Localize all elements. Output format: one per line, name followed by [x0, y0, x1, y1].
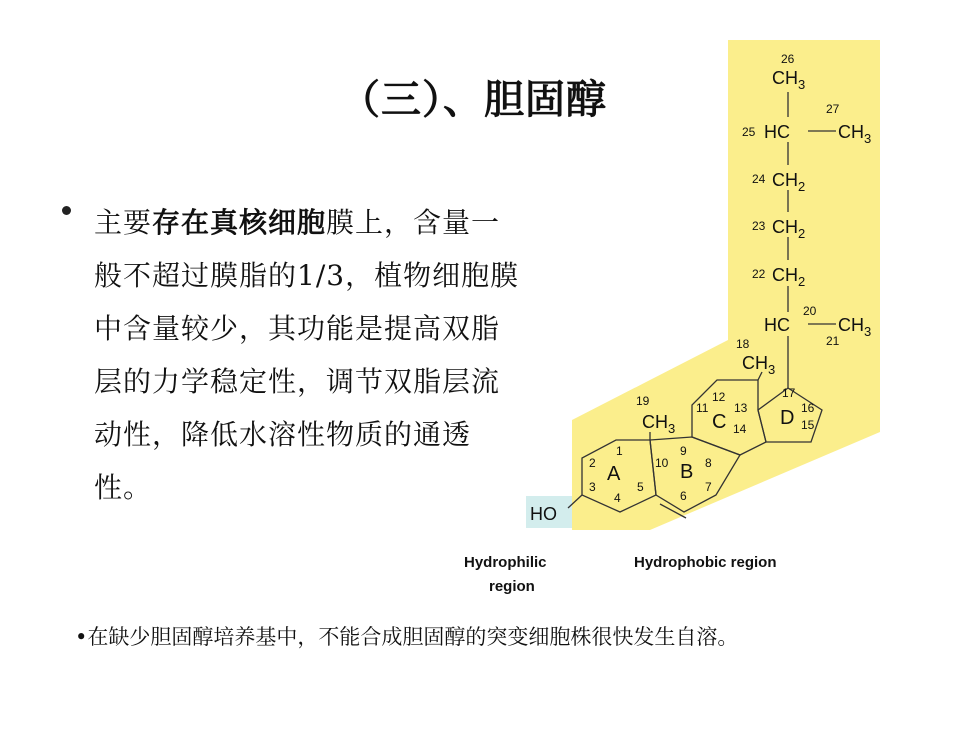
ring-number-6: 6	[680, 489, 687, 503]
ring-number-16: 16	[801, 401, 815, 415]
atom-number-27: 27	[826, 102, 840, 116]
group-c18: $CH_3$	[742, 353, 776, 377]
group-c25: HC	[764, 122, 790, 142]
footnote: •在缺少胆固醇培养基中，不能合成胆固醇的突变细胞株很快发生自溶。	[75, 625, 739, 649]
bullet-text-part2: 膜上，含量一般不超过膜脂的1/3，植物细胞膜中含量较少，其功能是提高双脂层的力学稳定性，调节双脂层流动性，降低水溶性物质的通透性。	[94, 206, 520, 504]
group-c23: $CH_2$	[772, 217, 806, 241]
ring-number-2: 2	[589, 456, 596, 470]
ring-label-a: A	[607, 463, 621, 485]
hydrophilic-label-line2: region	[489, 578, 535, 595]
atom-number-25: 25	[742, 125, 756, 139]
bullet-text-bold: 存在真核细胞	[152, 206, 327, 239]
ring-number-15: 15	[801, 418, 815, 432]
group-c26: $CH_3$	[772, 68, 806, 92]
atom-number-19: 19	[636, 394, 650, 408]
ring-number-5: 5	[637, 480, 644, 494]
ring-number-10: 10	[655, 456, 669, 470]
ring-number-9: 9	[680, 444, 687, 458]
atom-number-22: 22	[752, 267, 766, 281]
group-c22: $CH_2$	[772, 265, 806, 289]
group-c21: $CH_3$	[838, 315, 872, 339]
atom-number-24: 24	[752, 172, 766, 186]
ring-number-3: 3	[589, 480, 596, 494]
ring-number-7: 7	[705, 480, 712, 494]
hydrophobic-label: Hydrophobic region	[634, 554, 777, 571]
atom-number-23: 23	[752, 219, 766, 233]
group-c27: $CH_3$	[838, 122, 872, 146]
group-c19: $CH_3$	[642, 412, 676, 436]
hydroxyl-group: HO	[530, 504, 557, 524]
ring-number-12: 12	[712, 390, 726, 404]
bullet-text-part1: 主要	[94, 206, 153, 239]
hydrophilic-label-line1: Hydrophilic	[464, 554, 547, 571]
ring-label-b: B	[680, 461, 694, 483]
ring-number-11: 11	[696, 401, 709, 415]
ring-number-1: 1	[616, 444, 623, 458]
ring-label-d: D	[780, 407, 795, 429]
group-c24: $CH_2$	[772, 170, 806, 194]
group-c20: HC	[764, 315, 790, 335]
atom-number-21: 21	[826, 334, 840, 348]
ring-number-13: 13	[734, 401, 748, 415]
ring-number-17: 17	[782, 386, 796, 400]
slide-title: （三）、胆固醇	[340, 77, 607, 123]
ring-number-8: 8	[705, 456, 712, 470]
ring-label-c: C	[712, 411, 727, 433]
atom-number-20: 20	[803, 304, 817, 318]
ring-number-4: 4	[614, 491, 621, 505]
atom-number-18: 18	[736, 337, 750, 351]
ring-number-14: 14	[733, 422, 747, 436]
atom-number-26: 26	[781, 52, 795, 66]
